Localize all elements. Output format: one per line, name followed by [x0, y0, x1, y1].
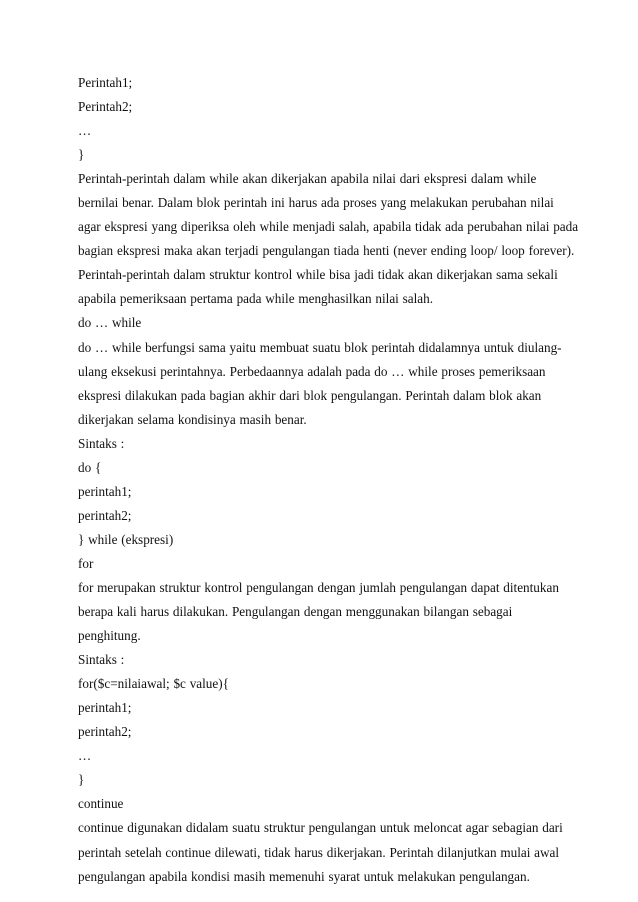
paragraph-line: continue digunakan didalam suatu struktur pengulangan untuk meloncat agar sebagian dari	[78, 820, 563, 836]
code-line: …	[78, 748, 92, 764]
paragraph-line: Perintah-perintah dalam while akan dikerjakan apabila nilai dari ekspresi dalam while	[78, 171, 537, 187]
paragraph-line: do … while berfungsi sama yaitu membuat suatu blok perintah didalamnya untuk diulang-	[78, 339, 562, 355]
section-heading: continue	[78, 796, 124, 812]
code-line: perintah2;	[78, 724, 132, 740]
paragraph-line: dikerjakan selama kondisinya masih benar.	[78, 411, 307, 427]
code-line: perintah1;	[78, 483, 132, 499]
code-line: perintah2;	[78, 507, 132, 523]
code-line: perintah1;	[78, 700, 132, 716]
paragraph-line: for merupakan struktur kontrol pengulangan dengan jumlah pengulangan dapat ditentukan	[78, 579, 559, 595]
code-line: Perintah2;	[78, 99, 133, 115]
paragraph-line: ulang eksekusi perintahnya. Perbedaannya adalah pada do … while proses pemeriksaan	[78, 363, 546, 379]
paragraph-line: bagian ekspresi maka akan terjadi pengulangan tiada henti (never ending loop/ loop forever).	[78, 243, 575, 259]
code-line: Perintah1;	[78, 75, 133, 90]
code-line: } while (ekspresi)	[78, 531, 174, 547]
code-line: do {	[78, 459, 102, 475]
section-heading: for	[78, 555, 94, 571]
section-heading: do … while	[78, 315, 142, 331]
syntax-label: Sintaks :	[78, 652, 125, 668]
paragraph-line: bernilai benar. Dalam blok perintah ini harus ada proses yang melakukan perubahan nilai	[78, 195, 554, 211]
document-body	[78, 71, 579, 889]
paragraph-line: apabila pemeriksaan pertama pada while menghasilkan nilai salah.	[78, 291, 434, 307]
code-line: …	[78, 123, 92, 139]
syntax-label: Sintaks :	[78, 435, 125, 451]
paragraph-line: pengulangan apabila kondisi masih memenuhi syarat untuk melakukan pengulangan.	[78, 868, 530, 884]
code-line: for($c=nilaiawal; $c value){	[78, 676, 229, 692]
code-line: }	[78, 772, 85, 788]
paragraph-line: agar ekspresi yang diperiksa oleh while menjadi salah, apabila tidak ada perubahan nilai pada	[78, 219, 579, 235]
paragraph-line: ekspresi dilakukan pada bagian akhir dari blok pengulangan. Perintah dalam blok akan	[78, 387, 542, 403]
paragraph-line: penghitung.	[78, 628, 141, 644]
paragraph-line: Perintah-perintah dalam struktur kontrol while bisa jadi tidak akan dikerjakan sama sekali	[78, 267, 558, 283]
code-line: }	[78, 147, 85, 163]
paragraph-line: berapa kali harus dilakukan. Pengulangan dengan menggunakan bilangan sebagai	[78, 604, 513, 620]
paragraph-line: perintah setelah continue dilewati, tidak harus dikerjakan. Perintah dilanjutkan mulai awal	[78, 844, 560, 860]
